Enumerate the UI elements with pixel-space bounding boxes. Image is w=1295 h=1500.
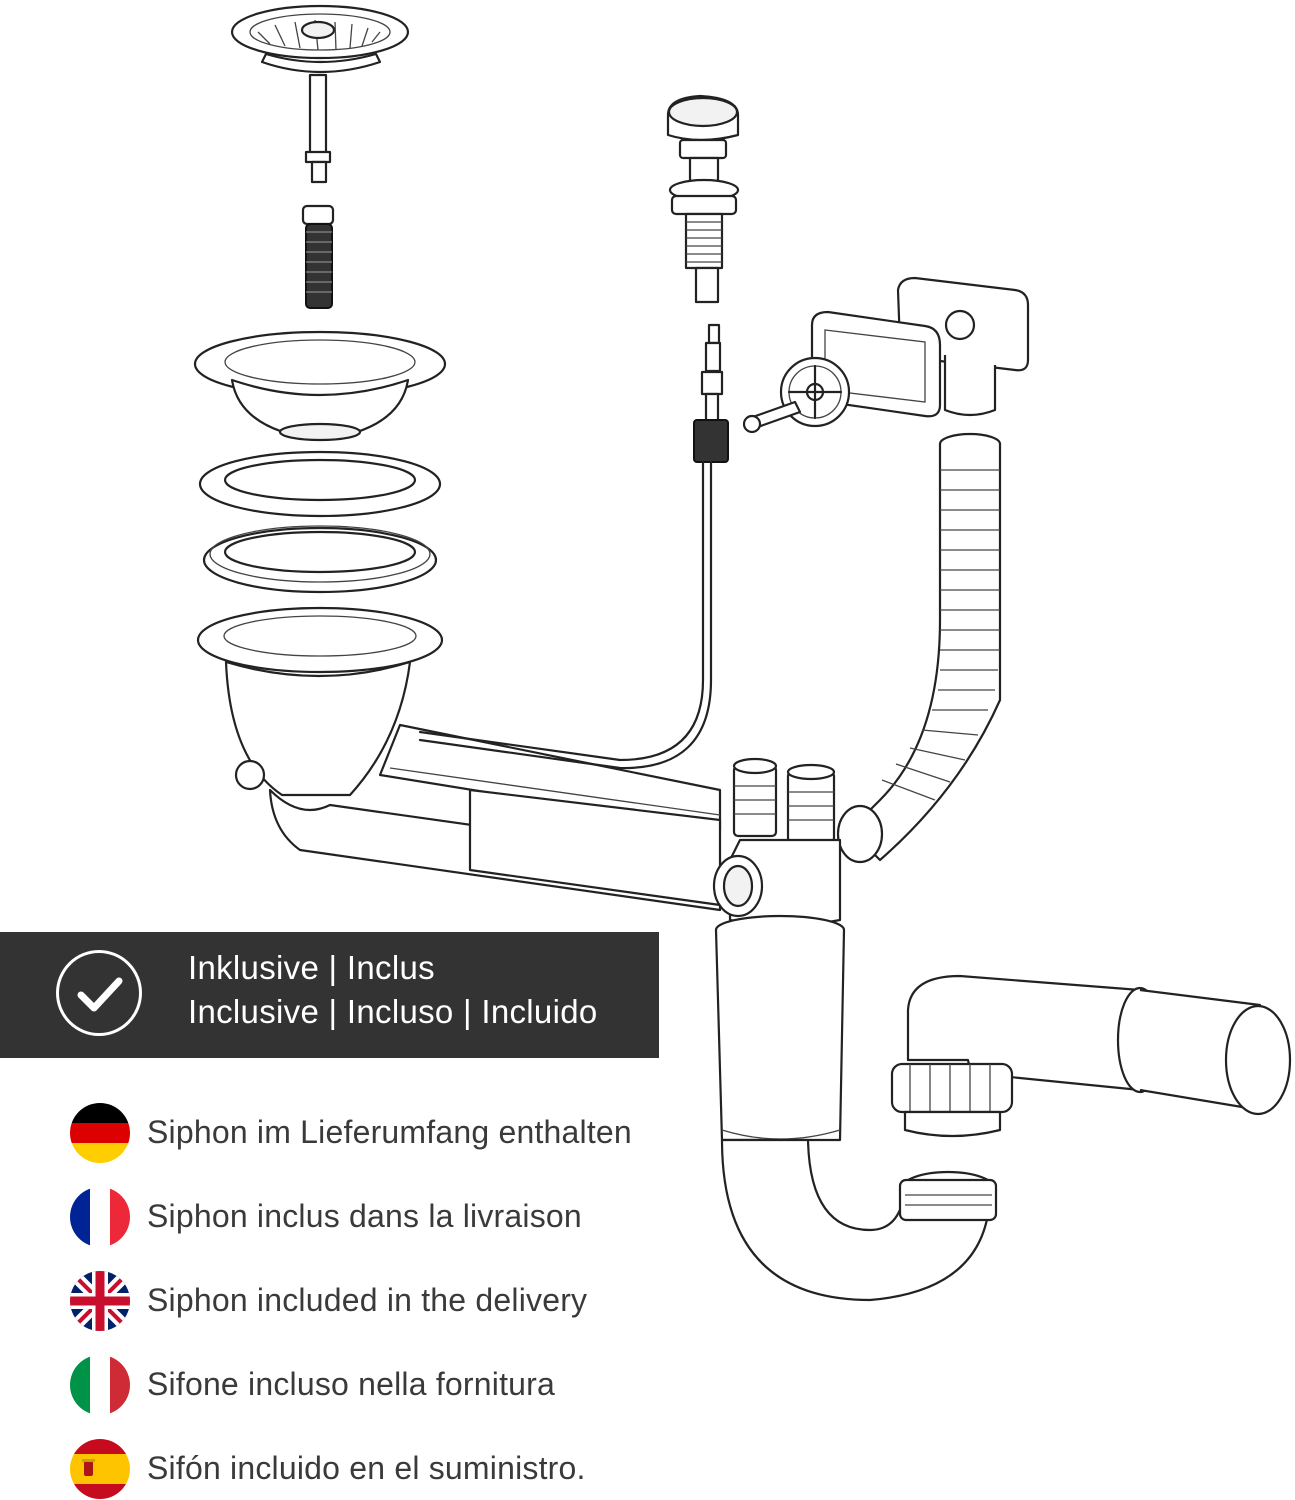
uk-flag-icon xyxy=(70,1271,130,1331)
france-flag-icon xyxy=(70,1187,130,1247)
germany-flag-icon xyxy=(70,1103,130,1163)
language-text-en: Siphon included in the delivery xyxy=(147,1282,588,1318)
flat-washer-part xyxy=(200,452,440,516)
list-item xyxy=(70,1102,670,1164)
banner-line-2: Inclusive | Incluso | Incluido xyxy=(188,993,598,1030)
spain-flag-icon xyxy=(70,1439,130,1499)
popup-knob-part xyxy=(420,96,738,768)
language-text-it: Sifone incluso nella fornitura xyxy=(147,1366,556,1402)
check-circle-icon xyxy=(56,950,142,1036)
list-item xyxy=(70,1438,670,1500)
rubber-gasket-part xyxy=(204,526,436,592)
language-text-de: Siphon im Lieferumfang enthalten xyxy=(147,1114,632,1150)
siphon-manifold-part xyxy=(714,759,840,925)
drain-flange-part xyxy=(195,332,445,440)
language-text-es: Sifón incluido en el suministro. xyxy=(147,1450,586,1486)
banner-line-1: Inklusive | Inclus xyxy=(188,949,435,986)
siphon-elbow-part xyxy=(892,976,1290,1136)
flexible-hose-part xyxy=(838,434,1000,862)
strainer-basket-part xyxy=(232,6,408,182)
language-text-fr: Siphon inclus dans la livraison xyxy=(147,1198,582,1234)
inclusive-banner xyxy=(0,932,659,1058)
list-item xyxy=(70,1354,670,1416)
list-item xyxy=(70,1270,670,1332)
list-item xyxy=(70,1186,670,1248)
italy-flag-icon xyxy=(70,1355,130,1415)
threaded-pin-part xyxy=(303,206,333,308)
banner-text xyxy=(188,946,598,1034)
overflow-plate-part xyxy=(744,278,1028,432)
